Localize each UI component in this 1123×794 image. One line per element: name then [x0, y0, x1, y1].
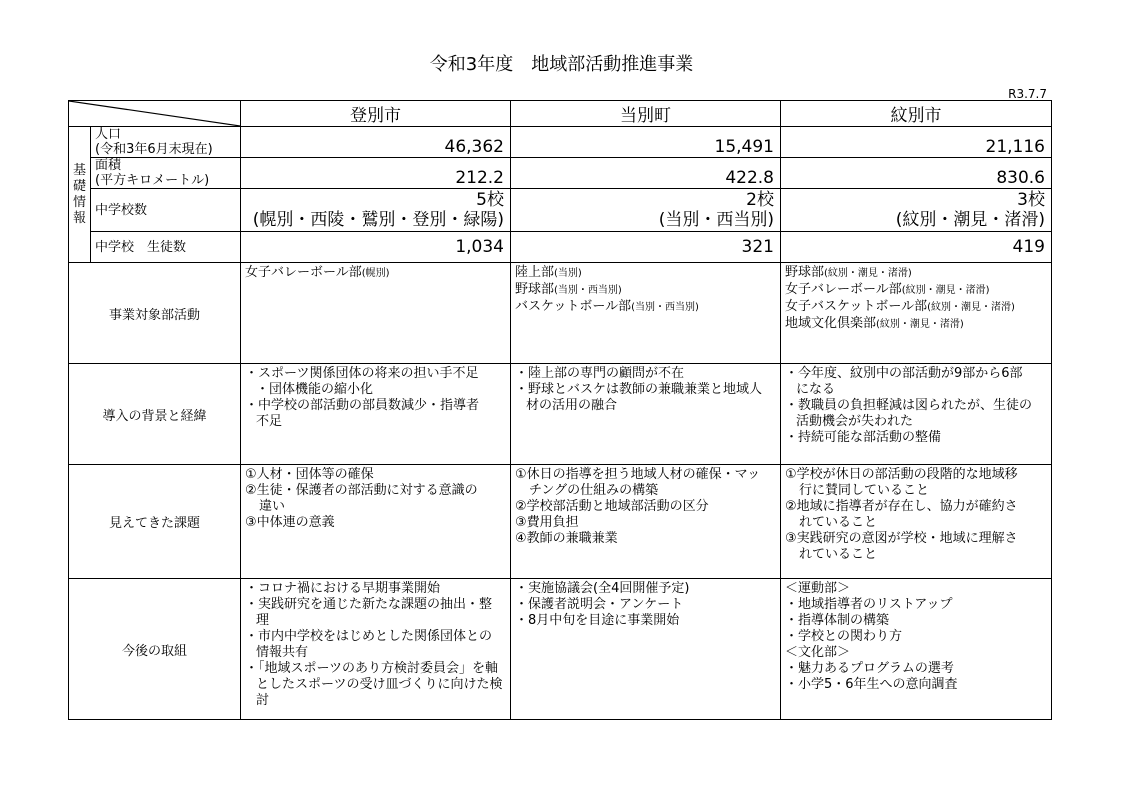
schools-value	[781, 189, 1052, 232]
issues-line: チングの仕組みの構築	[529, 483, 659, 498]
issues-cell	[511, 465, 781, 579]
issues-line: ②生徒・保護者の部活動に対する意識の	[245, 483, 478, 498]
issues-line: 行に賛同していること	[799, 483, 930, 498]
issues-line: れていること	[799, 515, 878, 530]
diagonal-line	[69, 101, 240, 126]
future-label: 今後の取組	[69, 579, 241, 720]
background-line: ・スポーツ関係団体の将来の担い手不足	[245, 366, 479, 381]
population-label-main: 人口	[95, 127, 122, 142]
population-row	[69, 127, 1052, 158]
schools-label: 中学校数	[91, 189, 241, 232]
background-line: ・今年度、紋別中の部活動が9部から6部	[785, 366, 1023, 381]
basic-info-group-label	[69, 127, 91, 263]
future-line: 情報共有	[256, 645, 309, 660]
future-line: 理	[256, 613, 270, 628]
school-count: 5校	[476, 190, 504, 210]
basic-info-text: 基 礎 情 報	[72, 162, 86, 226]
target-item: 地域文化倶楽部(紋別・潮見・渚滑)	[785, 316, 964, 331]
target-item: 女子バスケットボール部(紋別・潮見・渚滑)	[785, 299, 1015, 314]
area-value: 422.8	[511, 158, 781, 189]
background-line: 材の活用の融合	[526, 398, 618, 413]
school-names: (当別・西当別)	[658, 210, 774, 230]
future-line: としたスポーツの受け皿づくりに向けた検	[256, 677, 503, 692]
future-line: 討	[256, 693, 270, 708]
background-cell	[511, 364, 781, 465]
future-line: ＜文化部＞	[785, 645, 851, 660]
schools-row	[69, 189, 1052, 232]
target-item: 女子バレーボール部(幌別)	[245, 265, 390, 280]
issues-line: ①人材・団体等の確保	[245, 467, 374, 482]
background-line: ・教職員の負担軽減は図られたが、生徒の	[785, 398, 1033, 413]
issues-line: れていること	[799, 547, 878, 562]
background-line: ・持続可能な部活動の整備	[785, 430, 942, 445]
city-header: 紋別市	[781, 101, 1052, 127]
issues-row	[69, 465, 1052, 579]
target-item: 野球部(紋別・潮見・渚滑)	[785, 265, 912, 280]
population-value: 21,116	[781, 127, 1052, 158]
area-label-sub: (平方キロメートル)	[95, 173, 210, 188]
issues-line: ①学校が休日の部活動の段階的な地域移	[785, 467, 1018, 482]
target-cell	[781, 263, 1052, 364]
schools-value	[241, 189, 511, 232]
students-label: 中学校 生徒数	[91, 232, 241, 263]
background-line: ・野球とバスケは教師の兼職兼業と地域人	[515, 382, 763, 397]
target-label: 事業対象部活動	[69, 263, 241, 364]
corner-cell	[69, 101, 241, 127]
background-line: ・陸上部の専門の顧問が不在	[515, 366, 685, 381]
document-date: R3.7.7	[1008, 87, 1047, 101]
area-value: 212.2	[241, 158, 511, 189]
future-line: ・「地域スポーツのあり方検討委員会」を軸	[245, 661, 498, 676]
area-label	[91, 158, 241, 189]
population-label	[91, 127, 241, 158]
background-line: になる	[796, 382, 836, 397]
issues-line: ①休日の指導を担う地域人材の確保・マッ	[515, 467, 761, 482]
future-line: ・学校との関わり方	[785, 629, 903, 644]
future-line: ・地域指導者のリストアップ	[785, 597, 953, 612]
background-label: 導入の背景と経緯	[69, 364, 241, 465]
future-cell	[511, 579, 781, 720]
background-line: 活動機会が失われた	[796, 414, 914, 429]
future-line: ・8月中旬を目途に事業開始	[515, 613, 680, 628]
future-line: ＜運動部＞	[785, 581, 851, 596]
issues-cell	[781, 465, 1052, 579]
project-table	[68, 100, 1052, 720]
schools-value	[511, 189, 781, 232]
header-row	[69, 101, 1052, 127]
future-row	[69, 579, 1052, 720]
population-value: 15,491	[511, 127, 781, 158]
future-line: ・魅力あるプログラムの選考	[785, 661, 954, 676]
issues-line: ③費用負担	[515, 515, 579, 530]
city-header: 当別町	[511, 101, 781, 127]
background-line: ・中学校の部活動の部員数減少・指導者	[245, 398, 480, 413]
school-count: 2校	[746, 190, 774, 210]
students-row	[69, 232, 1052, 263]
future-line: ・保護者説明会・アンケート	[515, 597, 684, 612]
issues-cell	[241, 465, 511, 579]
students-value: 321	[511, 232, 781, 263]
issues-line: 違い	[259, 499, 286, 514]
school-names: (紋別・潮見・渚滑)	[895, 210, 1045, 230]
future-line: ・小学5・6年生への意向調査	[785, 677, 958, 692]
target-item: 女子バレーボール部(紋別・潮見・渚滑)	[785, 282, 990, 297]
future-line: ・実践研究を通じた新たな課題の抽出・整	[245, 597, 493, 612]
background-line: 不足	[256, 414, 283, 429]
future-line: ・コロナ禍における早期事業開始	[245, 581, 441, 596]
target-item: バスケットボール部(当別・西当別)	[515, 299, 699, 314]
background-line: ・団体機能の縮小化	[256, 382, 374, 397]
students-value: 1,034	[241, 232, 511, 263]
page-title: 令和3年度 地域部活動推進事業	[429, 54, 694, 75]
issues-line: ②学校部活動と地域部活動の区分	[515, 499, 709, 514]
future-cell	[781, 579, 1052, 720]
target-item: 野球部(当別・西当別)	[515, 282, 622, 297]
issues-line: ③中体連の意義	[245, 515, 335, 530]
future-line: ・実施協議会(全4回開催予定)	[515, 581, 690, 596]
issues-label: 見えてきた課題	[69, 465, 241, 579]
school-count: 3校	[1017, 190, 1045, 210]
future-line: ・市内中学校をはじめとした関係団体との	[245, 629, 493, 644]
future-cell	[241, 579, 511, 720]
issues-line: ④教師の兼職兼業	[515, 531, 618, 546]
population-label-sub: (令和3年6月末現在)	[95, 142, 213, 157]
city-header: 登別市	[241, 101, 511, 127]
background-cell	[781, 364, 1052, 465]
school-names: (幌別・西陵・鷲別・登別・緑陽)	[252, 210, 504, 230]
target-cell	[241, 263, 511, 364]
background-cell	[241, 364, 511, 465]
target-row	[69, 263, 1052, 364]
population-value: 46,362	[241, 127, 511, 158]
students-value: 419	[781, 232, 1052, 263]
future-line: ・指導体制の構築	[785, 613, 890, 628]
area-value: 830.6	[781, 158, 1052, 189]
background-row	[69, 364, 1052, 465]
issues-line: ③実践研究の意図が学校・地域に理解さ	[785, 531, 1018, 546]
area-row	[69, 158, 1052, 189]
target-cell	[511, 263, 781, 364]
issues-line: ②地域に指導者が存在し、協力が確約さ	[785, 499, 1018, 514]
target-item: 陸上部(当別)	[515, 265, 582, 280]
area-label-main: 面積	[95, 158, 122, 173]
